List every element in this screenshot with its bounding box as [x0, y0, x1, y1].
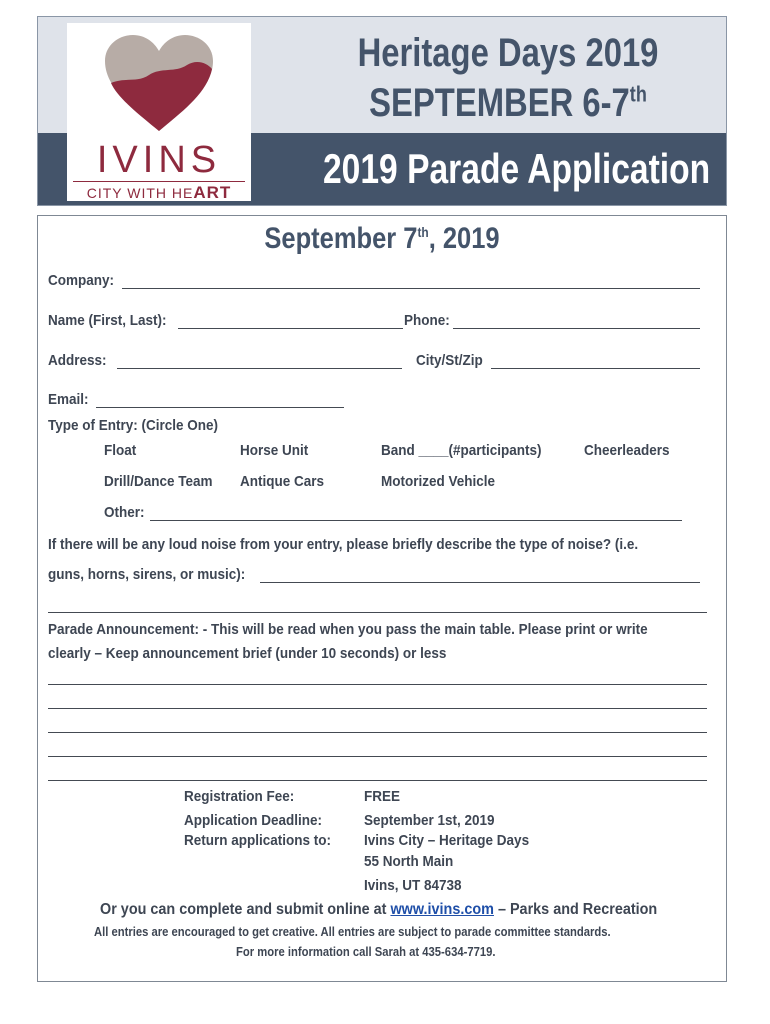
- announcement-line-field[interactable]: [48, 756, 707, 757]
- header-banner: [37, 16, 727, 206]
- fee-label: Registration Fee:: [184, 788, 295, 805]
- parade-date-text: September 7: [264, 222, 418, 255]
- logo-divider: [73, 181, 245, 182]
- heart-logo-icon: [103, 33, 215, 133]
- company-field[interactable]: [122, 288, 700, 289]
- noise-field-extra-line[interactable]: [48, 612, 707, 613]
- deadline-label: Application Deadline:: [184, 812, 323, 829]
- online-submit-suffix: – Parks and Recreation: [493, 901, 658, 918]
- logo-city-name: IVINS: [96, 139, 222, 181]
- announcement-line2: clearly – Keep announcement brief (under 10 seconds) or less: [48, 645, 447, 662]
- email-field[interactable]: [96, 407, 344, 408]
- parade-date-suffix: th: [417, 224, 429, 240]
- address-field[interactable]: [117, 368, 402, 369]
- parade-date-year: , 2019: [428, 222, 500, 255]
- city-state-zip-field[interactable]: [491, 368, 700, 369]
- city-state-zip-label: City/St/Zip: [416, 352, 483, 369]
- logo-tagline-suffix: ART: [193, 183, 232, 202]
- announcement-line-field[interactable]: [48, 732, 707, 733]
- entry-type-label: Type of Entry: (Circle One): [48, 417, 219, 434]
- creative-entries-note: All entries are encouraged to get creative. All entries are subject to parade committee standards.: [94, 925, 611, 939]
- online-submit-prefix: Or you can complete and submit online at: [100, 901, 391, 918]
- event-dates-text: SEPTEMBER 6-7: [369, 81, 630, 125]
- online-submit-text: [100, 901, 657, 919]
- entry-option-band[interactable]: Band ____(#participants): [381, 442, 542, 459]
- entry-option-horse-unit[interactable]: Horse Unit: [240, 442, 309, 459]
- announcement-line-field[interactable]: [48, 708, 707, 709]
- announcement-line-field[interactable]: [48, 780, 707, 781]
- entry-option-motorized-vehicle[interactable]: Motorized Vehicle: [381, 473, 496, 490]
- deadline-value: September 1st, 2019: [364, 812, 495, 829]
- address-label: Address:: [48, 352, 107, 369]
- event-dates-suffix: th: [629, 81, 647, 107]
- event-dates: [328, 81, 689, 126]
- website-link[interactable]: www.ivins.com: [390, 901, 494, 918]
- return-address-line: Ivins, UT 84738: [364, 877, 462, 894]
- parade-date: [90, 222, 675, 256]
- company-label: Company:: [48, 272, 115, 289]
- noise-field[interactable]: [260, 582, 700, 583]
- name-label: Name (First, Last):: [48, 312, 167, 329]
- noise-question-line1: If there will be any loud noise from your entry, please briefly describe the type of noise? (i.e.: [48, 536, 639, 553]
- return-address-line: 55 North Main: [364, 853, 454, 870]
- entry-option-cheerleaders[interactable]: Cheerleaders: [584, 442, 670, 459]
- parade-application-form: [37, 215, 727, 982]
- other-label: Other:: [104, 504, 145, 521]
- announcement-line-field[interactable]: [48, 684, 707, 685]
- noise-question-line2: guns, horns, sirens, or music):: [48, 566, 246, 583]
- phone-label: Phone:: [404, 312, 450, 329]
- name-field[interactable]: [178, 328, 403, 329]
- phone-field[interactable]: [453, 328, 700, 329]
- contact-info-note: For more information call Sarah at 435-634-7719.: [236, 945, 496, 959]
- event-title: Heritage Days 2019: [357, 31, 659, 75]
- logo-tagline: [67, 183, 251, 203]
- other-field[interactable]: [150, 520, 682, 521]
- city-logo: [67, 23, 251, 201]
- fee-value: FREE: [364, 788, 401, 805]
- entry-option-float[interactable]: Float: [104, 442, 137, 459]
- email-label: Email:: [48, 391, 89, 408]
- announcement-line1: Parade Announcement: - This will be read when you pass the main table. Please print or write: [48, 621, 648, 638]
- application-title: 2019 Parade Application: [323, 145, 711, 192]
- return-label: Return applications to:: [184, 832, 332, 849]
- return-address-line: Ivins City – Heritage Days: [364, 832, 530, 849]
- logo-tagline-prefix: CITY WITH HE: [86, 185, 194, 201]
- entry-option-antique-cars[interactable]: Antique Cars: [240, 473, 325, 490]
- entry-option-drill-dance-team[interactable]: Drill/Dance Team: [104, 473, 213, 490]
